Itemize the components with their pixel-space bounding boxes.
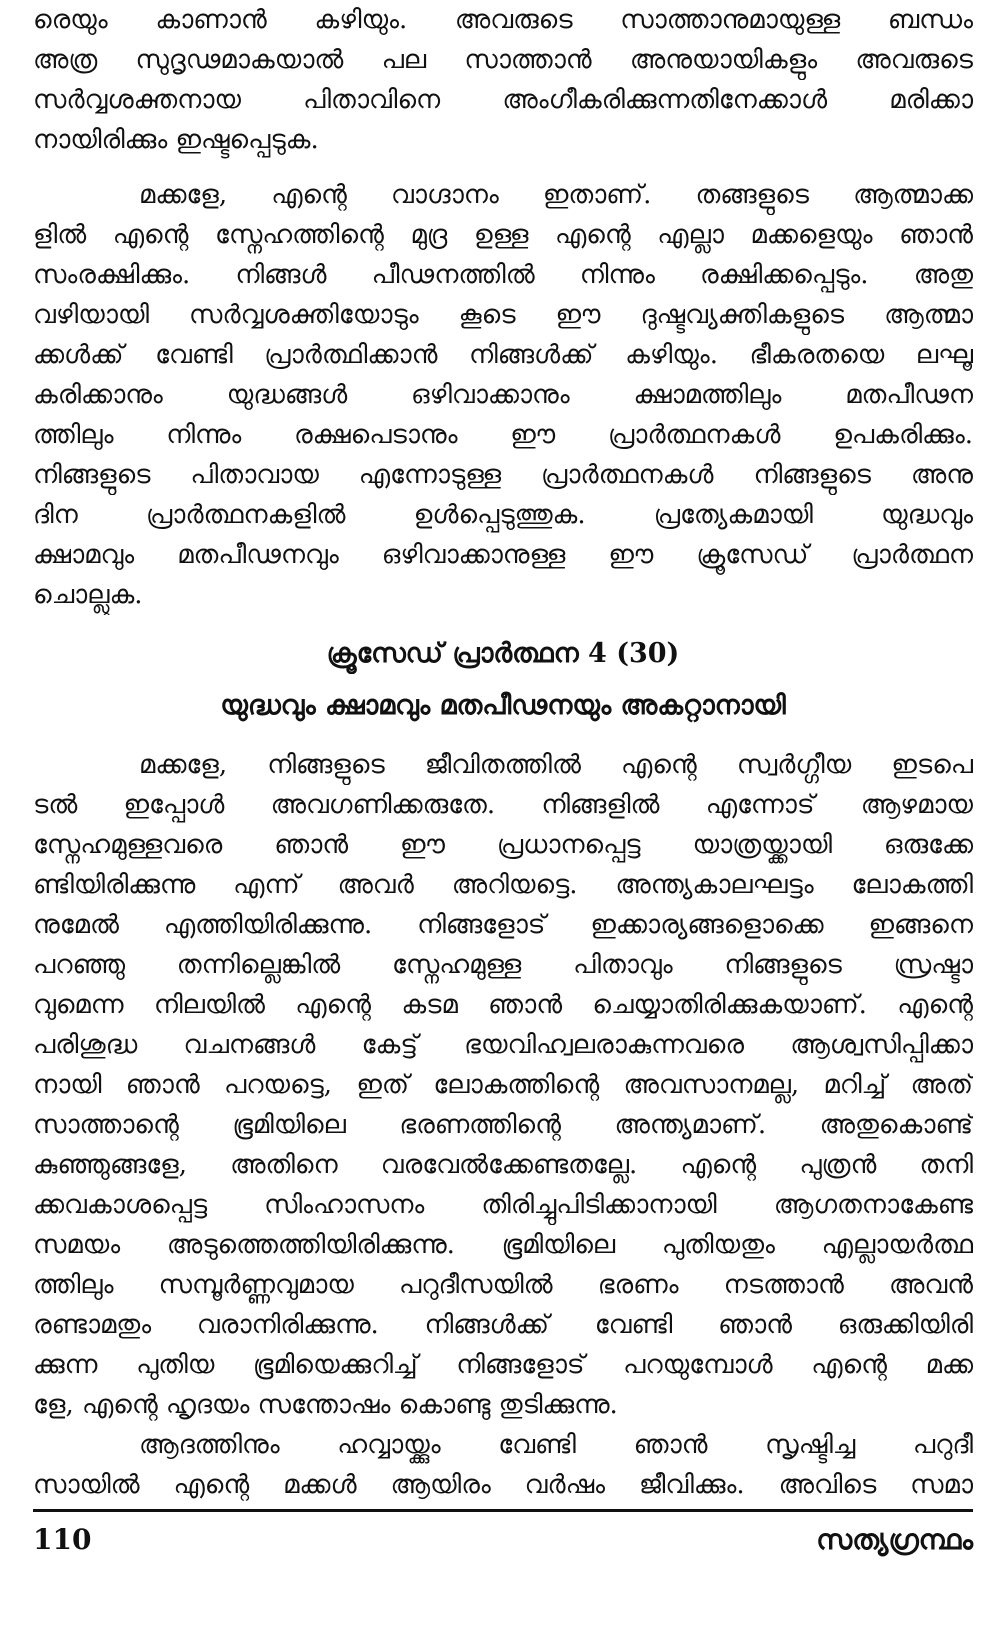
text-line: സംരക്ഷിക്കും. നിങ്ങൾ പീഢനത്തിൽ നിന്നും രക്ഷിക്കപ്പെടും. അതു: [33, 260, 973, 290]
text-line: ക്ഷാമവും മതപീഢനവും ഒഴിവാക്കാനുള്ള ഈ ക്രൂസേഡ് പ്രാർത്ഥന: [33, 540, 973, 570]
text-line: സമയം അടുത്തെത്തിയിരിക്കുന്നു. ഭൂമിയിലെ പുതിയതും എല്ലായർത്ഥ: [33, 1230, 973, 1260]
prayer-subtitle: യുദ്ധവും ക്ഷാമവും മതപീഢനയും അകറ്റാനായി: [220, 690, 786, 721]
running-title: സത്യഗ്രന്ഥം: [816, 1523, 973, 1556]
paragraph-1: [33, 0, 973, 160]
text-line: വഴിയായി സർവ്വശക്തിയോടും കൂടെ ഈ ദുഷ്ടവ്യക്തികളുടെ ആത്മാ: [33, 300, 973, 330]
text-line: വുമെന്ന നിലയിൽ എന്റെ കടമ ഞാൻ ചെയ്യാതിരിക്കുകയാണ്. എന്റെ: [33, 990, 973, 1020]
text-line: ളേ, എന്റെ ഹൃദയം സന്തോഷം കൊണ്ടു തുടിക്കുന്നു.: [33, 1390, 618, 1420]
paragraph-4: [33, 1425, 973, 1505]
text-line: നായിരിക്കും ഇഷ്ടപ്പെടുക.: [33, 125, 319, 155]
page-footer: [33, 1520, 973, 1560]
page-number: 110: [33, 1523, 92, 1556]
text-line: കുഞ്ഞുങ്ങളേ, അതിനെ വരവേൽക്കേണ്ടതല്ലേ. എന്റെ പുത്രൻ തനി: [33, 1150, 973, 1180]
text-line: മക്കളേ, എന്റെ വാഗ്ദാനം ഇതാണ്. തങ്ങളുടെ ആത്മാക്ക: [139, 180, 973, 210]
text-line: രെയും കാണാൻ കഴിയും. അവരുടെ സാത്താനുമായുള്ള ബന്ധം: [33, 5, 973, 35]
text-line: നായി ഞാൻ പറയട്ടെ, ഇത് ലോകത്തിന്റെ അവസാനമല്ല, മറിച്ച് അത്: [33, 1070, 973, 1100]
text-line: ത്തിലും സമ്പൂർണ്ണവുമായ പറുദീസയിൽ ഭരണം നടത്താൻ അവൻ: [33, 1270, 973, 1300]
text-line: സായിൽ എന്റെ മക്കൾ ആയിരം വർഷം ജീവിക്കും. അവിടെ സമാ: [33, 1470, 973, 1500]
text-line: പറഞ്ഞു തന്നില്ലെങ്കിൽ സ്നേഹമുള്ള പിതാവും നിങ്ങളുടെ സ്രഷ്ടാ: [33, 950, 973, 980]
text-line: കരിക്കാനും യുദ്ധങ്ങൾ ഒഴിവാക്കാനും ക്ഷാമത്തിലും മതപീഢന: [33, 380, 973, 410]
text-line: ത്തിലും നിന്നും രക്ഷപെടാനും ഈ പ്രാർത്ഥനകൾ ഉപകരിക്കും.: [33, 420, 973, 450]
text-line: സ്നേഹമുള്ളവരെ ഞാൻ ഈ പ്രധാനപ്പെട്ട യാത്രയ്ക്കായി ഒരുക്കേ: [33, 830, 973, 860]
text-line: ചൊല്ലുക.: [33, 580, 143, 610]
text-line: രണ്ടാമതും വരാനിരിക്കുന്നു. നിങ്ങൾക്ക് വേണ്ടി ഞാൻ ഒരുക്കിയിരി: [33, 1310, 973, 1340]
text-line: സർവ്വശക്തനായ പിതാവിനെ അംഗീകരിക്കുന്നതിനേക്കാൾ മരിക്കാ: [33, 85, 973, 115]
text-line: നുമേൽ എത്തിയിരിക്കുന്നു. നിങ്ങളോട് ഇക്കാര്യങ്ങളൊക്കെ ഇങ്ങനെ: [33, 910, 973, 940]
text-line: ണ്ടിയിരിക്കുന്നു എന്ന് അവർ അറിയട്ടെ. അന്ത്യകാലഘട്ടം ലോകത്തി: [33, 870, 973, 900]
footer-rule: [33, 1509, 973, 1512]
text-line: ക്കുന്ന പുതിയ ഭൂമിയെക്കുറിച്ച് നിങ്ങളോട് പറയുമ്പോൾ എന്റെ മക്ക: [33, 1350, 973, 1380]
text-line: ളിൽ എന്റെ സ്നേഹത്തിന്റെ മുദ്ര ഉള്ള എന്റെ എല്ലാ മക്കളെയും ഞാൻ: [33, 220, 973, 250]
text-line: ആദത്തിനും ഹവ്വായ്ക്കും വേണ്ടി ഞാൻ സൃഷ്ടിച്ച പറുദീ: [139, 1430, 973, 1460]
text-line: സാത്താന്റെ ഭൂമിയിലെ ഭരണത്തിന്റെ അന്ത്യമാണ്. അതുകൊണ്ട്: [33, 1110, 973, 1140]
paragraph-2: [33, 175, 973, 615]
text-line: മക്കളേ, നിങ്ങളുടെ ജീവിതത്തിൽ എന്റെ സ്വർഗ്ഗീയ ഇടപെ: [139, 750, 973, 780]
text-line: ദിന പ്രാർത്ഥനകളിൽ ഉൾപ്പെടുത്തുക. പ്രത്യേകമായി യുദ്ധവും: [33, 500, 973, 530]
paragraph-3: [33, 745, 973, 1425]
text-line: നിങ്ങളുടെ പിതാവായ എന്നോടുള്ള പ്രാർത്ഥനകൾ നിങ്ങളുടെ അനു: [33, 460, 973, 490]
text-line: ക്കൾക്ക് വേണ്ടി പ്രാർത്ഥിക്കാൻ നിങ്ങൾക്ക് കഴിയും. ഭീകരതയെ ലഘൂ: [33, 340, 973, 370]
prayer-title: ക്രൂസേഡ് പ്രാർത്ഥന 4 (30): [326, 638, 680, 669]
text-line: ടൽ ഇപ്പോൾ അവഗണിക്കരുതേ. നിങ്ങളിൽ എന്നോട് ആഴമായ: [33, 790, 973, 820]
text-line: ക്കവകാശപ്പെട്ട സിംഹാസനം തിരിച്ചുപിടിക്കാനായി ആഗതനാകേണ്ട: [33, 1190, 973, 1220]
text-line: പരിശുദ്ധ വചനങ്ങൾ കേട്ട് ഭയവിഹ്വലരാകുന്നവരെ ആശ്വസിപ്പിക്കാ: [33, 1030, 973, 1060]
text-line: അത്ര സുദൃഢമാകയാൽ പല സാത്താൻ അനുയായികളും അവരുടെ: [33, 45, 973, 75]
